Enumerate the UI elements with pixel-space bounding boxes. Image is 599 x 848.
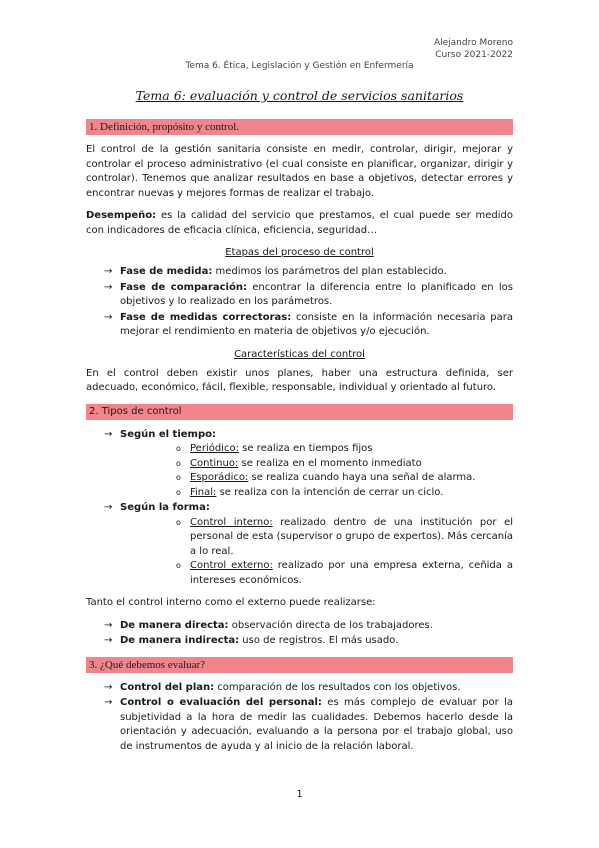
maneras-list <box>86 619 513 649</box>
subitem-term: Control interno: <box>190 516 273 528</box>
item-term: Fase de medida: <box>120 266 213 277</box>
subject-header: Tema 6. Ética, Legislación y Gestión en Enfermería <box>185 61 414 71</box>
item-text: encontrar la diferencia entre lo planificado en los objetivos y lo realizado en los parámetros. <box>120 281 513 307</box>
list-item <box>86 681 513 696</box>
item-term: Según el tiempo: <box>120 428 216 440</box>
page-number: 1 <box>296 789 303 800</box>
subitem-term: Final: <box>190 486 217 498</box>
circle-bullet-icon: o <box>176 458 181 468</box>
list-item <box>86 281 513 310</box>
author-name: Alejandro Moreno <box>433 38 513 48</box>
caracteristicas-paragraph: En el control deben existir unos planes, haber una estructura definida, ser adecuado, económico, fácil, flexible, responsable, individual y orientado al futuro. <box>86 367 513 393</box>
item-text: observación directa de los trabajadores. <box>228 619 433 631</box>
section-heading-1: 1. Definición, propósito y control. <box>86 119 513 135</box>
item-text: uso de registros. El más usado. <box>239 635 399 646</box>
arrow-icon: → <box>104 635 113 646</box>
subitem-text: realizado por una empresa externa, ceñida a intereses económicos. <box>190 560 513 586</box>
subitem-text: se realiza con la intención de cerrar un ciclo. <box>216 486 444 498</box>
list-item <box>86 428 513 501</box>
subitem-term: Control externo: <box>190 560 273 571</box>
etapas-heading: Etapas del proceso de control <box>225 247 374 258</box>
item-text: es más complejo de evaluar por la subjetividad a la hora de medir las cualidades. Debemos hacerlo desde la orientación y adecuación, evaluando a la persona por el trabajo global, uso de instrumentos de ayuda y al inicio de la relación laboral. <box>120 697 514 752</box>
subitem-text: se realiza en el momento inmediato <box>238 457 422 469</box>
sublist-item <box>120 486 513 501</box>
arrow-icon: → <box>104 619 113 631</box>
course-year: Curso 2021-2022 <box>435 50 513 60</box>
circle-bullet-icon: o <box>176 487 181 497</box>
arrow-icon: → <box>104 281 113 293</box>
list-item <box>86 619 513 634</box>
circle-bullet-icon: o <box>176 517 181 527</box>
desempeno-text: es la calidad del servicio que prestamos, el cual puede ser medido con indicadores de eficacia clínica, eficiencia, seguridad… <box>86 210 513 236</box>
list-item <box>86 265 513 280</box>
item-term: Control o evaluación del personal: <box>120 697 322 708</box>
list-item <box>86 501 513 588</box>
tiempo-sublist <box>120 442 513 500</box>
list-item <box>86 696 513 754</box>
sublist-item <box>120 559 513 588</box>
circle-bullet-icon: o <box>176 444 181 453</box>
forma-sublist <box>120 516 513 589</box>
document-body <box>86 119 513 762</box>
arrow-icon: → <box>104 502 113 513</box>
arrow-icon: → <box>104 428 113 440</box>
item-text: comparación de los resultados con los objetivos. <box>214 681 461 693</box>
subitem-text: se realiza cuando haya una señal de alarma. <box>248 472 476 483</box>
tipos-list <box>86 428 513 589</box>
header-author-block <box>434 37 513 61</box>
desempeno-term: Desempeño: <box>86 210 157 221</box>
document-title: Tema 6: evaluación y control de servicios sanitarios <box>135 88 464 103</box>
item-text: consiste en la información necesaria para mejorar el rendimiento en materia de objetivos y/o ejecución. <box>120 311 513 337</box>
subitem-term: Continuo: <box>190 457 239 469</box>
arrow-icon: → <box>104 266 113 277</box>
item-term: Según la forma: <box>120 502 210 513</box>
list-item <box>86 634 513 649</box>
item-term: Control del plan: <box>120 681 215 693</box>
sublist-item <box>120 457 513 472</box>
list-item <box>86 311 513 340</box>
sublist-item <box>120 516 513 560</box>
subitem-term: Esporádico: <box>190 472 249 483</box>
subitem-text: se realiza en tiempos fijos <box>238 443 373 454</box>
etapas-list <box>86 265 513 340</box>
circle-bullet-icon: o <box>176 473 181 482</box>
item-term: De manera indirecta: <box>120 635 240 646</box>
section-heading-3: 3. ¿Qué debemos evaluar? <box>86 657 513 673</box>
item-term: De manera directa: <box>120 619 229 631</box>
section-heading-2: 2. Tipos de control <box>86 404 513 420</box>
arrow-icon: → <box>104 697 113 708</box>
item-term: Fase de medidas correctoras: <box>120 311 292 323</box>
tanto-paragraph: Tanto el control interno como el externo puede realizarse: <box>86 597 376 608</box>
arrow-icon: → <box>104 681 113 693</box>
sublist-item <box>120 471 513 486</box>
desempeno-paragraph <box>86 209 513 238</box>
evaluar-list <box>86 681 513 755</box>
sublist-item <box>120 442 513 457</box>
caracteristicas-heading: Características del control <box>234 348 365 360</box>
subitem-text: realizado dentro de una institución por el personal de esta (supervisor o grupo de expertos). Más cercanía a lo real. <box>190 516 514 557</box>
item-term: Fase de comparación: <box>120 281 247 293</box>
item-text: medimos los parámetros del plan establecido. <box>212 266 447 277</box>
subitem-term: Periódico: <box>190 443 239 454</box>
circle-bullet-icon: o <box>176 561 181 570</box>
intro-paragraph: El control de la gestión sanitaria consiste en medir, controlar, dirigir, mejorar y controlar el proceso administrativo (el cual consiste en planificar, organizar, dirigir y controlar). Tenemos que analizar resultados en base a objetivos, detectar errores y encontrar nuevas y mejores formas de realizar el trabajo. <box>86 144 513 199</box>
arrow-icon: → <box>104 311 113 323</box>
